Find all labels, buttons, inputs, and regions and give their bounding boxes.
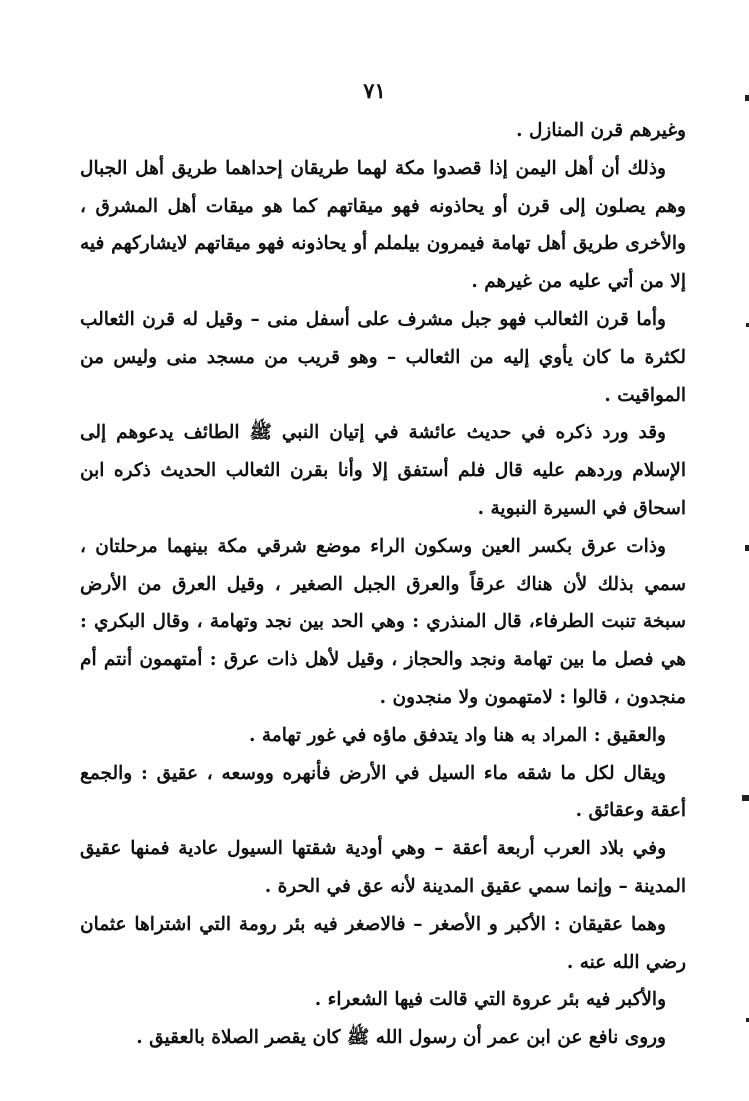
paragraph: والأكبر فيه بئر عروة التي قالت فيها الشعراء . (314, 989, 666, 1011)
paragraph: والعقيق : المراد به هنا واد يتدفق ماؤه في غور تهامة . (249, 724, 666, 746)
paragraph: وهما عقيقان : الأكبر و الأصغر – فالاصغر فيه بئر رومة التي اشتراها عثمان رضي الله عنه . (80, 913, 686, 973)
scan-edge-mark (742, 795, 749, 801)
paragraph: وذلك أن أهل اليمن إذا قصدوا مكة لهما طريقان إحداهما طريق أهل الجبال وهم يصلون إلى قرن أو يحاذونه فهو ميقاتهم كما هو ميقات أهل المشرق ، والأخرى طريق أهل تهامة فيمرون بيلملم أو يحاذونه فهو ميقاتهم لايشاركهم فيه إلا من أتي عليه من غيرهم . (80, 157, 686, 293)
paragraph: وقد ورد ذكره في حديث عائشة في إتيان النبي ﷺ الطائف يدعوهم إلى الإسلام وردهم عليه قال فلم أستفق إلا وأنا بقرن الثعالب الحديث ذكره ابن اسحاق في السيرة النبوية . (80, 422, 686, 519)
paragraph: ويقال لكل ما شقه ماء السيل في الأرض فأنهره ووسعه ، عقيق : والجمع أعقة وعقائق . (80, 762, 686, 822)
page-number: ٧١ (363, 78, 386, 103)
paragraph: وفي بلاد العرب أربعة أعقة – وهي أودية شقتها السيول عادية فمنها عقيق المدينة – وإنما سمي عقيق المدينة لأنه عق في الحرة . (80, 838, 686, 897)
body-text (80, 112, 686, 1057)
scan-edge-mark (745, 545, 749, 551)
paragraph: وذات عرق بكسر العين وسكون الراء موضع شرقي مكة بينهما مرحلتان ، سمي بذلك لأن هناك عرقاً والعرق الجبل الصغير ، وقيل العرق من الأرض سبخة تنبت الطرفاء، قال المنذري : وهي الحد بين نجد وتهامة ، وقال البكري : هي فصل ما بين تهامة ونجد والحجاز ، وقيل لأهل ذات عرق : أمتهمون أنتم أم منجدون ، قالوا : لامتهمون ولا منجدون . (80, 535, 686, 708)
paragraph: وغيرهم قرن المنازل . (516, 120, 686, 141)
scan-edge-mark (745, 95, 749, 101)
paragraph: وروى نافع عن ابن عمر أن رسول الله ﷺ كان يقصر الصلاة بالعقيق . (136, 1027, 666, 1049)
paragraph: وأما قرن الثعالب فهو جبل مشرف على أسفل منى – وقيل له قرن الثعالب لكثرة ما كان يأوي إليه من الثعالب – وهو قريب من مسجد منى وليس من المواقيت . (80, 308, 686, 406)
